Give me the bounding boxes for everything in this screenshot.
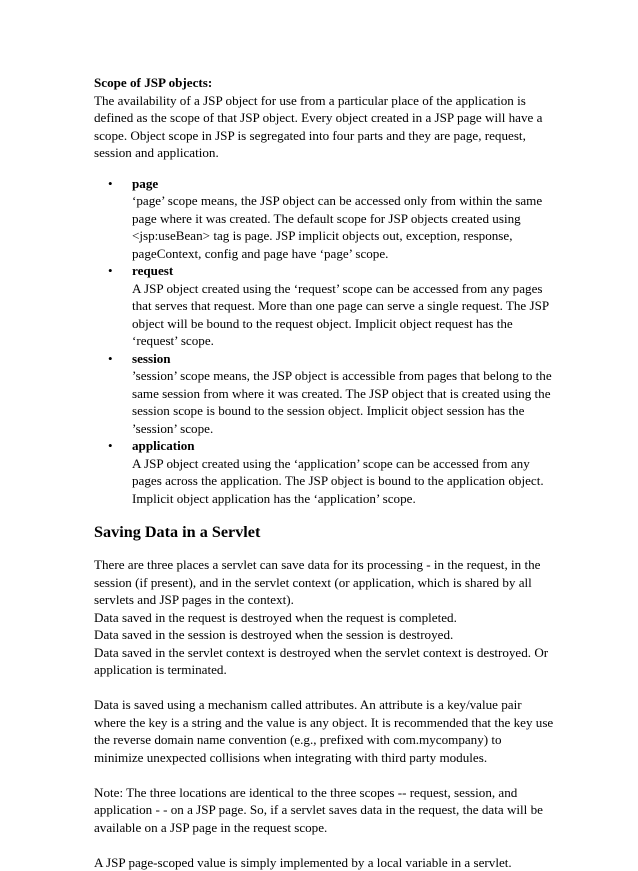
- list-item-title: page: [132, 175, 554, 193]
- saving-paragraph-4: A JSP page-scoped value is simply implemented by a local variable in a servlet.: [94, 854, 554, 871]
- list-item-title: request: [132, 262, 554, 280]
- list-item-application: [132, 437, 554, 507]
- bullet-icon: •: [108, 175, 113, 193]
- saving-line-session: Data saved in the session is destroyed when the session is destroyed.: [94, 626, 554, 644]
- paragraph-gap: [94, 679, 554, 697]
- list-item-request: [132, 262, 554, 350]
- list-item-text: ’session’ scope means, the JSP object is accessible from pages that belong to the same session from where it was created. The JSP object that is created using the session scope is bound to the session object. Implicit object session has the ’session’ scope.: [132, 368, 552, 436]
- bullet-icon: •: [108, 437, 113, 455]
- scope-list: [94, 175, 554, 508]
- list-item-text: A JSP object created using the ‘application’ scope can be accessed from any pages across the application. The JSP object is bound to the application object. Implicit object application has the ‘application’ scope.: [132, 456, 544, 506]
- bullet-icon: •: [108, 350, 113, 368]
- list-item-session: [132, 350, 554, 438]
- document-page: [94, 74, 554, 871]
- scope-intro: The availability of a JSP object for use from a particular place of the application is defined as the scope of that JSP object. Every object created in a JSP page will have a scope. Object scope in JSP is segregated into four parts and they are page, request, session and application.: [94, 92, 554, 162]
- section-heading: Saving Data in a Servlet: [94, 522, 554, 542]
- list-item-text: A JSP object created using the ‘request’ scope can be accessed from any pages that serves that request. More than one page can serve a single request. The JSP object will be bound to the request object. Implicit object request has the ‘request’ scope.: [132, 281, 549, 349]
- list-item-title: application: [132, 437, 554, 455]
- saving-line-context: Data saved in the servlet context is destroyed when the servlet context is destroyed. Or application is terminated.: [94, 644, 554, 679]
- saving-line-request: Data saved in the request is destroyed when the request is completed.: [94, 609, 554, 627]
- saving-paragraph-2: Data is saved using a mechanism called attributes. An attribute is a key/value pair where the key is a string and the value is any object. It is recommended that the key use the reverse domain name convention (e.g., prefixed with com.mycompany) to minimize unexpected collisions when integrating with third party modules.: [94, 696, 554, 766]
- list-item-page: [132, 175, 554, 263]
- bullet-icon: •: [108, 262, 113, 280]
- paragraph-gap: [94, 836, 554, 854]
- saving-paragraph-1: There are three places a servlet can save data for its processing - in the request, in the session (if present), and in the servlet context (or application, which is shared by all servlets and JSP pages in the context).: [94, 556, 554, 609]
- saving-paragraph-3: Note: The three locations are identical to the three scopes -- request, session, and application - - on a JSP page. So, if a servlet saves data in the request, the data will be available on a JSP page in the request scope.: [94, 784, 554, 837]
- scope-heading: Scope of JSP objects:: [94, 74, 554, 92]
- list-item-text: ‘page’ scope means, the JSP object can be accessed only from within the same page where it was created. The default scope for JSP objects created using <jsp:useBean> tag is page. JSP implicit objects out, exception, response, pageContext, config and page have ‘page’ scope.: [132, 193, 542, 261]
- paragraph-gap: [94, 766, 554, 784]
- list-item-title: session: [132, 350, 554, 368]
